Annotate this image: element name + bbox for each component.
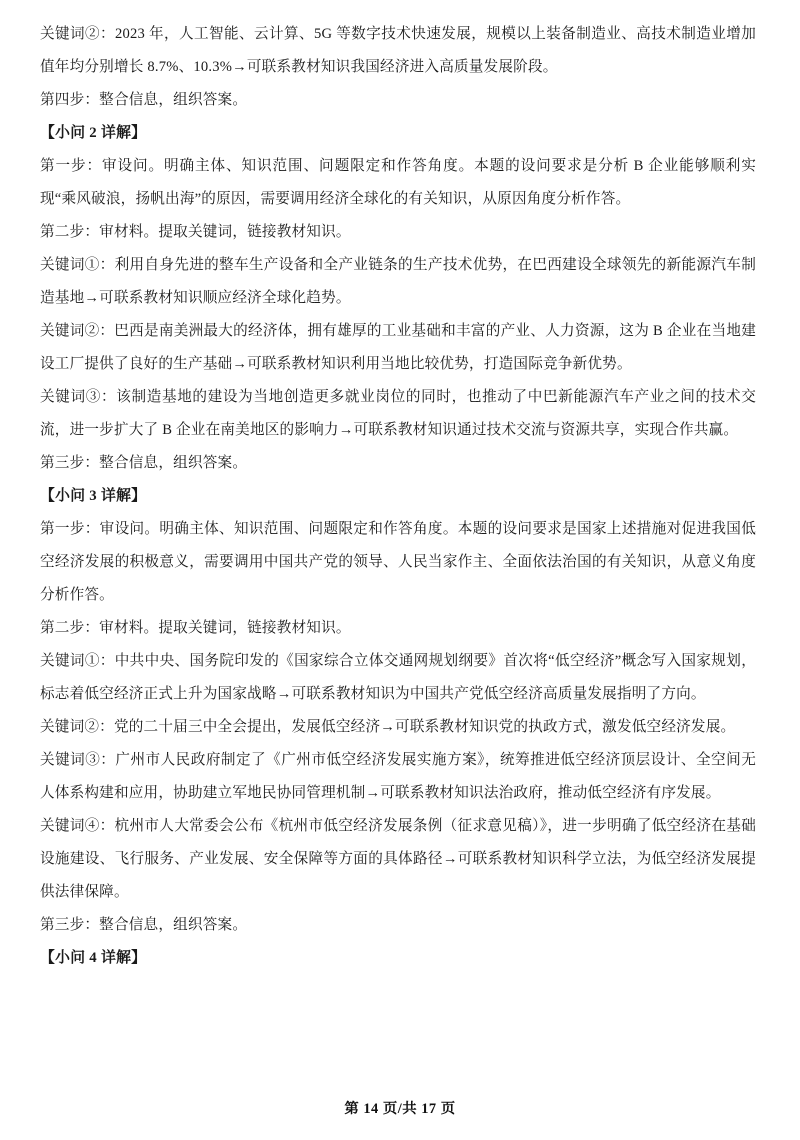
heading-sub-question-4: 【小问 4 详解】 [40, 950, 147, 966]
paragraph-q2-keyword-3: 关键词③：该制造基地的建设为当地创造更多就业岗位的同时，也推动了中巴新能源汽车产业之间的技术交流，进一步扩大了 B 企业在南美地区的影响力→可联系教材知识通过技术交流与资源共享，实现合作共赢。 [40, 389, 756, 438]
paragraph-q2-step-two: 第二步：审材料。提取关键词，链接教材知识。 [40, 224, 351, 240]
paragraph-q3-keyword-4: 关键词④：杭州市人大常委会公布《杭州市低空经济发展条例（征求意见稿）》，进一步明确了低空经济在基础设施建设、飞行服务、产业发展、安全保障等方面的具体路径→可联系教材知识科学立法，为低空经济发展提供法律保障。 [40, 818, 756, 900]
page-footer: 第 14 页/共 17 页 [344, 1101, 456, 1117]
paragraph-step-four: 第四步：整合信息，组织答案。 [40, 92, 248, 108]
paragraph-q3-keyword-3: 关键词③：广州市人民政府制定了《广州市低空经济发展实施方案》，统筹推进低空经济顶层设计、全空间无人体系构建和应用，协助建立军地民协同管理机制→可联系教材知识法治政府，推动低空经济有序发展。 [40, 752, 756, 801]
heading-sub-question-2: 【小问 2 详解】 [40, 125, 147, 141]
paragraph-q2-keyword-2: 关键词②：巴西是南美洲最大的经济体，拥有雄厚的工业基础和丰富的产业、人力资源，这为 B 企业在当地建设工厂提供了良好的生产基础→可联系教材知识利用当地比较优势，打造国际竞争新优势。 [40, 323, 756, 372]
document-body [40, 18, 756, 975]
heading-sub-question-3: 【小问 3 详解】 [40, 488, 147, 504]
paragraph-q3-step-three: 第三步：整合信息，组织答案。 [40, 917, 248, 933]
paragraph-q3-step-one: 第一步：审设问。明确主体、知识范围、问题限定和作答角度。本题的设问要求是国家上述措施对促进我国低空经济发展的积极意义，需要调用中国共产党的领导、人民当家作主、全面依法治国的有关知识，从意义角度分析作答。 [40, 521, 756, 603]
paragraph-q2-step-three: 第三步：整合信息，组织答案。 [40, 455, 248, 471]
paragraph-q3-keyword-2: 关键词②：党的二十届三中全会提出，发展低空经济→可联系教材知识党的执政方式，激发低空经济发展。 [40, 719, 736, 735]
paragraph-keyword-2-digital-economy: 关键词②：2023 年，人工智能、云计算、5G 等数字技术快速发展，规模以上装备制造业、高技术制造业增加值年均分别增长 8.7%、10.3%→可联系教材知识我国经济进入高质量发展阶段。 [40, 26, 756, 75]
paragraph-q3-step-two: 第二步：审材料。提取关键词，链接教材知识。 [40, 620, 351, 636]
paragraph-q2-keyword-1: 关键词①：利用自身先进的整车生产设备和全产业链条的生产技术优势，在巴西建设全球领先的新能源汽车制造基地→可联系教材知识顺应经济全球化趋势。 [40, 257, 756, 306]
paragraph-q2-step-one: 第一步：审设问。明确主体、知识范围、问题限定和作答角度。本题的设问要求是分析 B 企业能够顺利实现“乘风破浪，扬帆出海”的原因，需要调用经济全球化的有关知识，从原因角度分析作答。 [40, 158, 756, 207]
paragraph-q3-keyword-1: 关键词①：中共中央、国务院印发的《国家综合立体交通网规划纲要》首次将“低空经济”概念写入国家规划，标志着低空经济正式上升为国家战略→可联系教材知识为中国共产党低空经济高质量发展指明了方向。 [40, 653, 756, 702]
